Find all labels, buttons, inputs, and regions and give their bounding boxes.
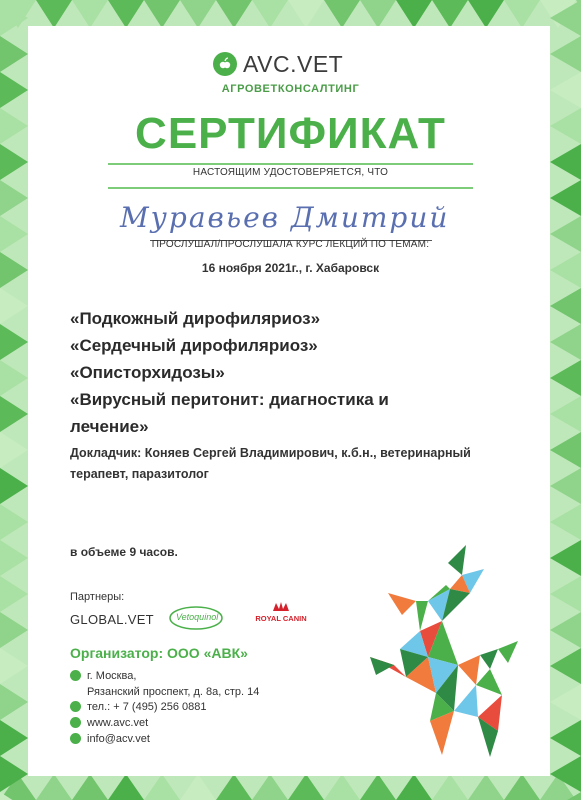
topic-item: «Вирусный перитонит: диагностика и лечение» xyxy=(70,390,389,436)
address-block xyxy=(70,668,259,700)
address-street: Рязанский проспект, д. 8а, стр. 14 xyxy=(87,686,260,698)
royal-canin-logo: ROYAL CANIN xyxy=(255,614,307,623)
course-statement: ПРОСЛУШАЛ/ПРОСЛУШАЛА КУРС ЛЕКЦИЙ ПО ТЕМАМ: xyxy=(151,239,430,250)
svg-text:Муравьев Дмитрий: Муравьев Дмитрий xyxy=(120,201,450,234)
avc-vet-logo xyxy=(213,51,343,77)
title-divider-top xyxy=(108,163,473,165)
logo-name: AVC.VET xyxy=(243,51,344,77)
mail-icon xyxy=(70,733,81,744)
speaker-info: Докладчик: Коняев Сергей Владимирович, к.б.н., ветеринарный терапевт, паразитолог xyxy=(70,446,471,481)
course-date: 16 ноября 2021г., г. Хабаровск xyxy=(201,261,380,275)
email-text: info@acv.vet xyxy=(87,733,150,745)
website-text: www.avc.vet xyxy=(87,717,149,729)
course-volume: в объеме 9 часов. xyxy=(70,545,178,559)
phone-row xyxy=(70,699,207,715)
certificate-intro: НАСТОЯЩИМ УДОСТОВЕРЯЕТСЯ, ЧТО xyxy=(192,167,389,178)
apple-icon xyxy=(213,52,237,76)
address-city: г. Москва, xyxy=(87,670,137,682)
topic-item: «Описторхидозы» xyxy=(70,363,225,382)
recipient-handwritten-name xyxy=(110,195,500,239)
vetoquinol-logo: Vetoquinol xyxy=(176,612,219,622)
topic-item: «Подкожный дирофиляриоз» xyxy=(70,309,321,328)
certificate-title: СЕРТИФИКАТ xyxy=(135,109,446,158)
email-row xyxy=(70,731,150,747)
globe-icon xyxy=(70,717,81,728)
geometric-dog-illustration xyxy=(358,545,528,760)
location-icon xyxy=(70,670,81,681)
title-divider-bottom xyxy=(108,187,473,189)
organizer-title: Организатор: ООО «АВК» xyxy=(70,645,248,661)
topic-item: «Сердечный дирофиляриоз» xyxy=(70,336,318,355)
phone-text: тел.: + 7 (495) 256 0881 xyxy=(87,701,207,713)
partners-label: Партнеры: xyxy=(70,591,125,603)
globalvet-logo: GLOBAL.VET xyxy=(70,612,154,627)
website-row xyxy=(70,715,148,731)
phone-icon xyxy=(70,701,81,712)
topics-list xyxy=(70,305,470,440)
logo-subtitle: АГРОВЕТКОНСАЛТИНГ xyxy=(221,83,360,95)
